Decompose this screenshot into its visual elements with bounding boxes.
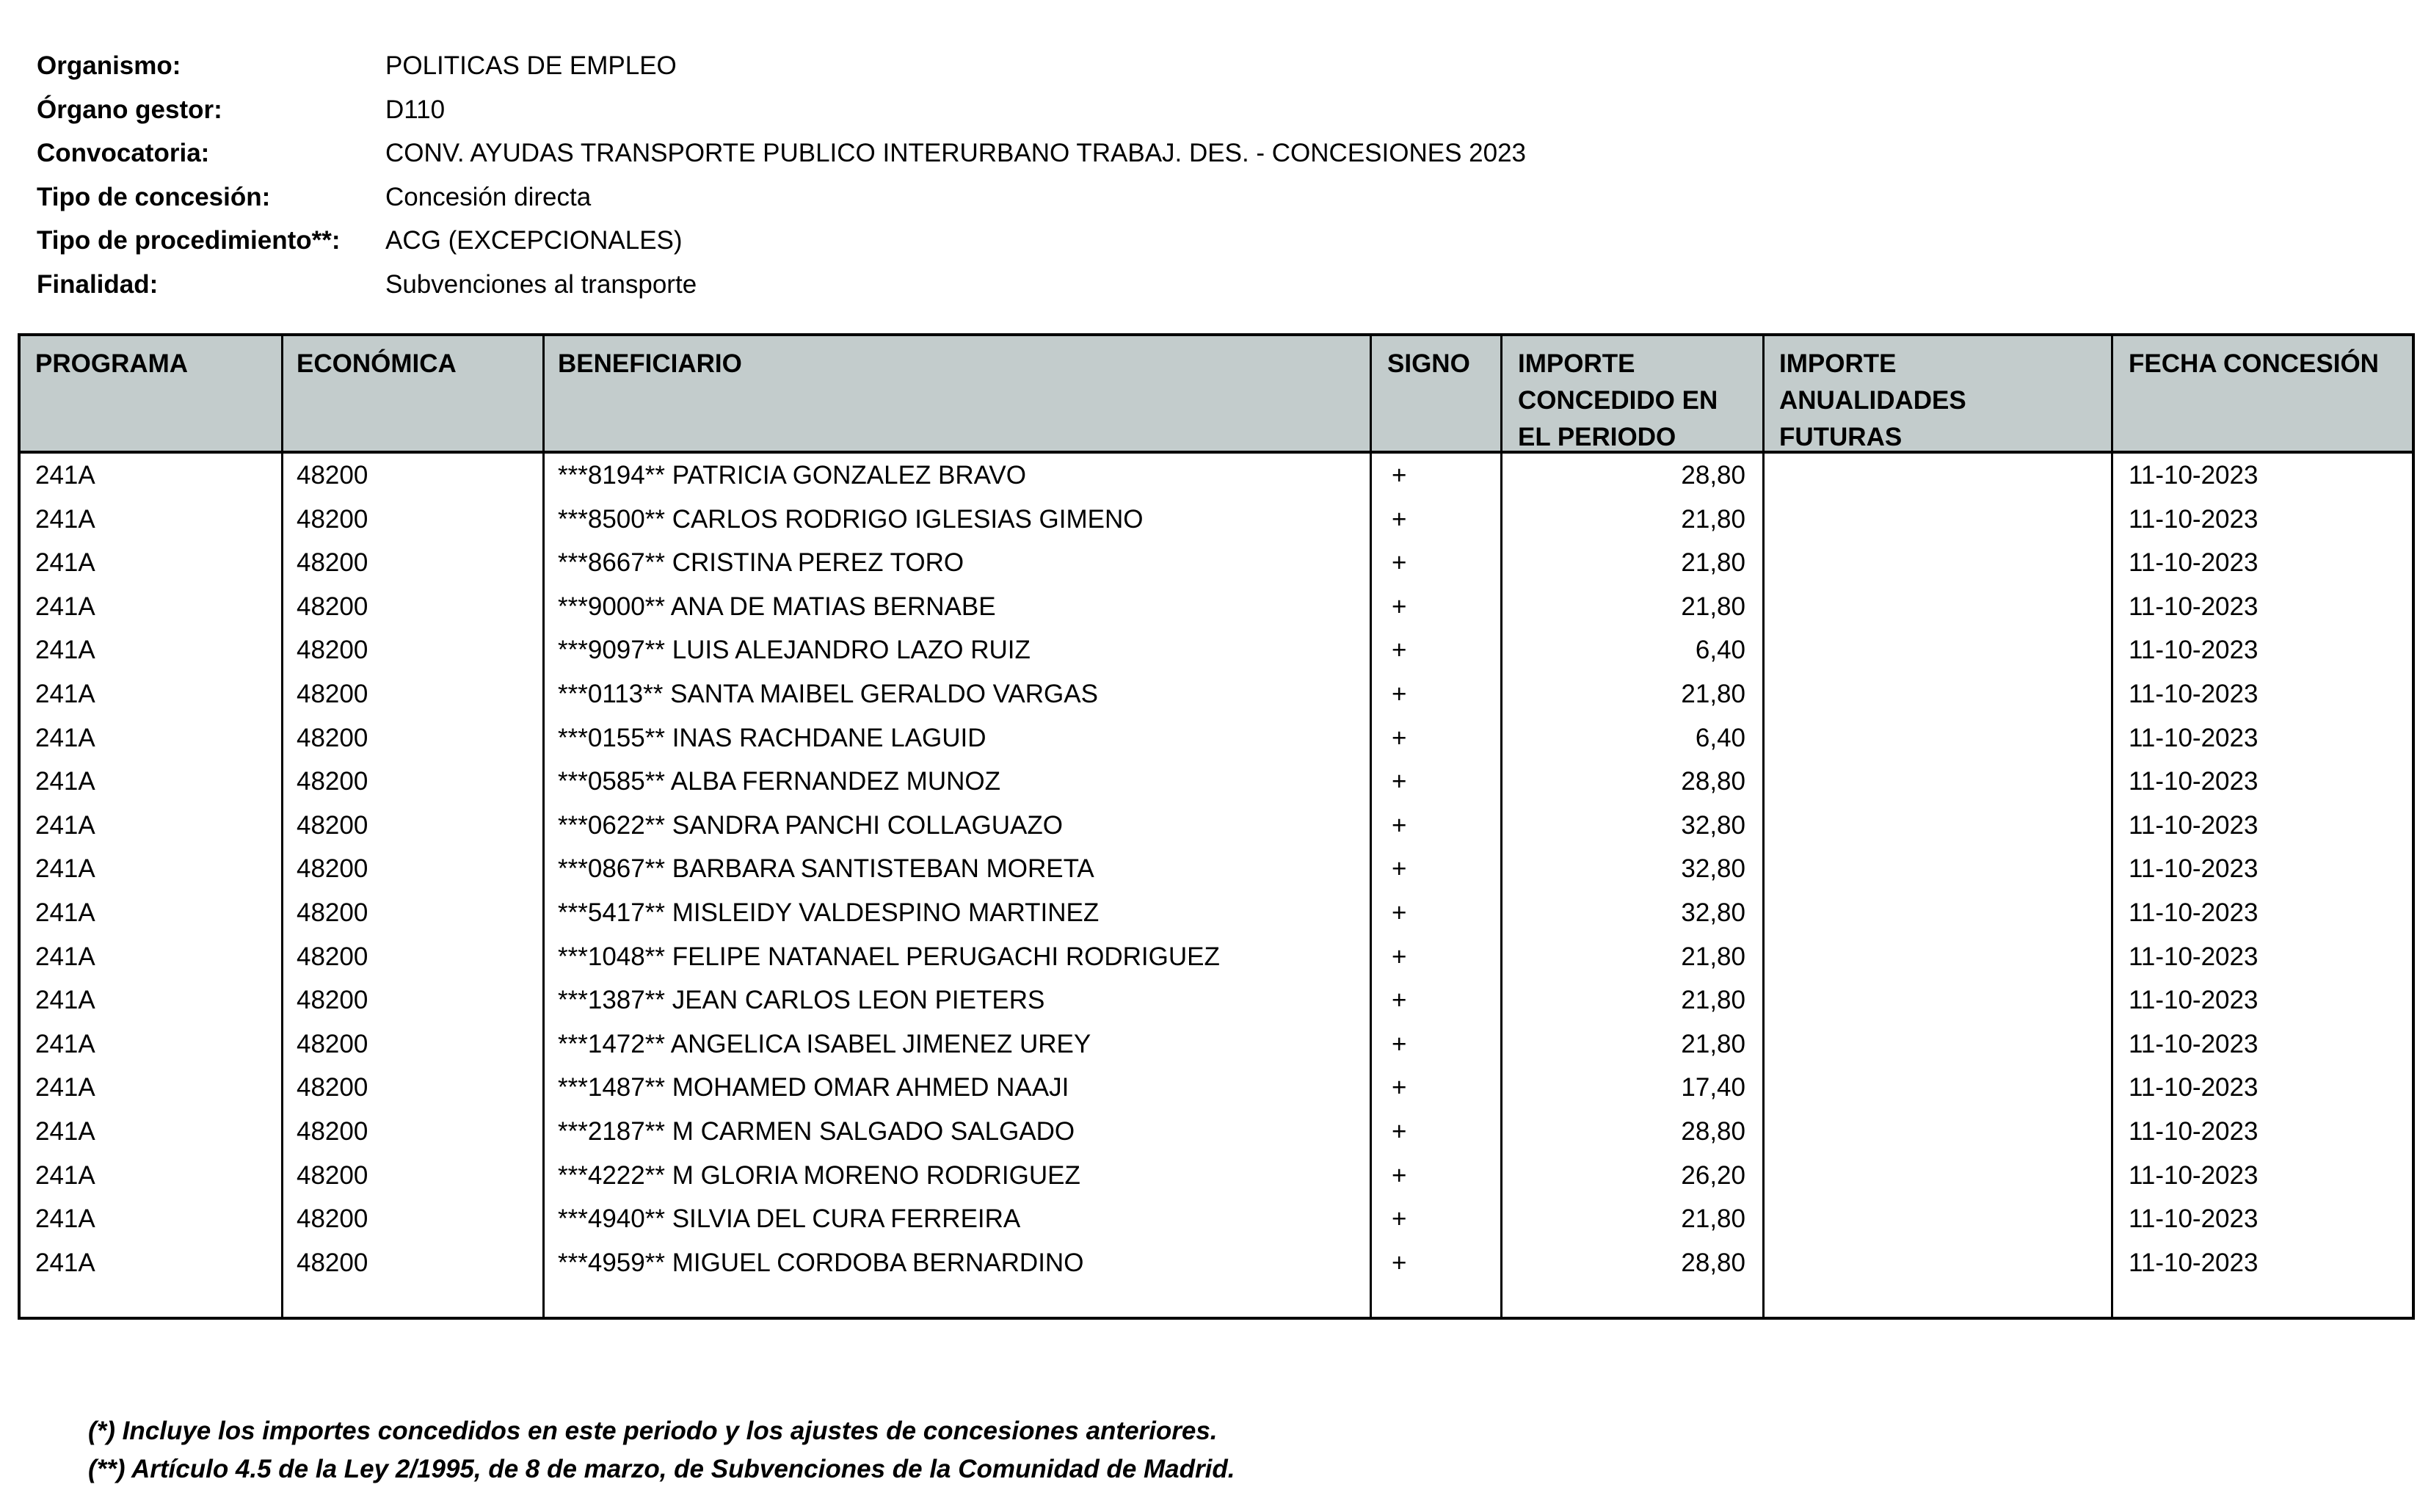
meta-label: Tipo de procedimiento**: [37, 226, 341, 255]
header-futuras-line3: FUTURAS [1779, 423, 1903, 451]
table-row [21, 1022, 2412, 1066]
cell-signo: + [1392, 1073, 1407, 1102]
table-row [21, 1241, 2412, 1285]
cell-importe: 28,80 [1681, 1248, 1745, 1277]
cell-fecha: 11-10-2023 [2129, 898, 2259, 927]
cell-beneficiario: ***9000** ANA DE MATIAS BERNABE [558, 592, 996, 621]
cell-programa: 241A [35, 504, 95, 534]
cell-programa: 241A [35, 548, 95, 578]
cell-economica: 48200 [297, 679, 368, 708]
table-body [21, 454, 2412, 1284]
cell-beneficiario: ***1487** MOHAMED OMAR AHMED NAAJI [558, 1073, 1069, 1102]
table-row [21, 760, 2412, 804]
cell-fecha: 11-10-2023 [2129, 942, 2259, 971]
cell-programa: 241A [35, 942, 95, 971]
cell-importe: 17,40 [1681, 1073, 1745, 1102]
cell-signo: + [1392, 723, 1407, 752]
cell-beneficiario: ***9097** LUIS ALEJANDRO LAZO RUIZ [558, 636, 1031, 665]
cell-signo: + [1392, 767, 1407, 796]
cell-programa: 241A [35, 461, 95, 490]
cell-signo: + [1392, 1248, 1407, 1277]
meta-row [37, 44, 1526, 88]
cell-beneficiario: ***0155** INAS RACHDANE LAGUID [558, 723, 986, 752]
cell-signo: + [1392, 986, 1407, 1015]
table-row [21, 891, 2412, 935]
cell-economica: 48200 [297, 942, 368, 971]
cell-fecha: 11-10-2023 [2129, 592, 2259, 621]
cell-programa: 241A [35, 810, 95, 840]
table-row [21, 454, 2412, 498]
table-row [21, 498, 2412, 542]
meta-label: Órgano gestor: [37, 95, 222, 124]
cell-fecha: 11-10-2023 [2129, 636, 2259, 665]
cell-signo: + [1392, 854, 1407, 884]
cell-importe: 21,80 [1681, 592, 1745, 621]
cell-signo: + [1392, 810, 1407, 840]
table-row [21, 716, 2412, 760]
cell-fecha: 11-10-2023 [2129, 810, 2259, 840]
table-row [21, 1066, 2412, 1110]
header-importe-concedido [1518, 346, 1718, 456]
cell-importe: 28,80 [1681, 767, 1745, 796]
header-futuras-line1: IMPORTE [1779, 349, 1897, 378]
cell-importe: 21,80 [1681, 1029, 1745, 1058]
cell-programa: 241A [35, 1160, 95, 1190]
cell-fecha: 11-10-2023 [2129, 1160, 2259, 1190]
cell-beneficiario: ***0622** SANDRA PANCHI COLLAGUAZO [558, 810, 1063, 840]
header-programa: PROGRAMA [35, 349, 189, 378]
cell-economica: 48200 [297, 810, 368, 840]
cell-economica: 48200 [297, 1116, 368, 1146]
cell-economica: 48200 [297, 1204, 368, 1234]
cell-beneficiario: ***0867** BARBARA SANTISTEBAN MORETA [558, 854, 1094, 884]
cell-beneficiario: ***8500** CARLOS RODRIGO IGLESIAS GIMENO [558, 504, 1144, 534]
cell-programa: 241A [35, 636, 95, 665]
cell-signo: + [1392, 1116, 1407, 1146]
cell-economica: 48200 [297, 1248, 368, 1277]
table-row [21, 672, 2412, 716]
cell-signo: + [1392, 898, 1407, 927]
cell-economica: 48200 [297, 1029, 368, 1058]
cell-fecha: 11-10-2023 [2129, 548, 2259, 578]
cell-beneficiario: ***2187** M CARMEN SALGADO SALGADO [558, 1116, 1075, 1146]
cell-signo: + [1392, 461, 1407, 490]
table-row [21, 1154, 2412, 1198]
cell-beneficiario: ***5417** MISLEIDY VALDESPINO MARTINEZ [558, 898, 1100, 927]
meta-value: Subvenciones al transporte [385, 269, 697, 299]
cell-fecha: 11-10-2023 [2129, 1073, 2259, 1102]
cell-programa: 241A [35, 898, 95, 927]
cell-importe: 21,80 [1681, 942, 1745, 971]
header-economica: ECONÓMICA [297, 349, 457, 378]
table-row [21, 935, 2412, 979]
cell-beneficiario: ***1472** ANGELICA ISABEL JIMENEZ UREY [558, 1029, 1091, 1058]
cell-importe: 21,80 [1681, 548, 1745, 578]
header-signo: SIGNO [1387, 349, 1470, 378]
table-row [21, 1197, 2412, 1241]
cell-economica: 48200 [297, 986, 368, 1015]
cell-importe: 6,40 [1695, 723, 1745, 752]
meta-value: ACG (EXCEPCIONALES) [385, 226, 683, 255]
cell-signo: + [1392, 1204, 1407, 1234]
cell-signo: + [1392, 942, 1407, 971]
header-importe-line2: CONCEDIDO EN [1518, 386, 1718, 415]
table-row [21, 541, 2412, 585]
header-fecha: FECHA CONCESIÓN [2129, 349, 2379, 378]
cell-programa: 241A [35, 854, 95, 884]
cell-importe: 32,80 [1681, 854, 1745, 884]
cell-programa: 241A [35, 1073, 95, 1102]
meta-row [37, 219, 1526, 263]
meta-label: Organismo: [37, 51, 181, 80]
cell-economica: 48200 [297, 898, 368, 927]
cell-beneficiario: ***8194** PATRICIA GONZALEZ BRAVO [558, 461, 1026, 490]
cell-importe: 21,80 [1681, 1204, 1745, 1234]
table-row [21, 847, 2412, 891]
cell-programa: 241A [35, 1248, 95, 1277]
cell-fecha: 11-10-2023 [2129, 986, 2259, 1015]
meta-label: Tipo de concesión: [37, 182, 271, 211]
table-row [21, 585, 2412, 629]
meta-row [37, 88, 1526, 132]
cell-economica: 48200 [297, 592, 368, 621]
cell-programa: 241A [35, 1204, 95, 1234]
table-row [21, 978, 2412, 1022]
table-row [21, 804, 2412, 848]
cell-programa: 241A [35, 1029, 95, 1058]
document-metadata [37, 44, 1526, 306]
cell-economica: 48200 [297, 1160, 368, 1190]
cell-programa: 241A [35, 767, 95, 796]
cell-fecha: 11-10-2023 [2129, 504, 2259, 534]
meta-label: Convocatoria: [37, 139, 210, 167]
cell-fecha: 11-10-2023 [2129, 679, 2259, 708]
table-header [21, 336, 2412, 454]
table-row [21, 628, 2412, 672]
cell-economica: 48200 [297, 767, 368, 796]
cell-programa: 241A [35, 723, 95, 752]
cell-fecha: 11-10-2023 [2129, 1204, 2259, 1234]
cell-signo: + [1392, 679, 1407, 708]
cell-importe: 28,80 [1681, 1116, 1745, 1146]
meta-row [37, 131, 1526, 175]
cell-signo: + [1392, 1029, 1407, 1058]
cell-signo: + [1392, 548, 1407, 578]
cell-fecha: 11-10-2023 [2129, 723, 2259, 752]
cell-beneficiario: ***1048** FELIPE NATANAEL PERUGACHI RODRIGUEZ [558, 942, 1220, 971]
cell-fecha: 11-10-2023 [2129, 854, 2259, 884]
cell-beneficiario: ***0585** ALBA FERNANDEZ MUNOZ [558, 767, 1000, 796]
header-beneficiario: BENEFICIARIO [558, 349, 742, 378]
table-row [21, 1110, 2412, 1154]
cell-beneficiario: ***8667** CRISTINA PEREZ TORO [558, 548, 964, 578]
cell-signo: + [1392, 592, 1407, 621]
cell-beneficiario: ***0113** SANTA MAIBEL GERALDO VARGAS [558, 679, 1098, 708]
meta-value: CONV. AYUDAS TRANSPORTE PUBLICO INTERURBANO TRABAJ. DES. - CONCESIONES 2023 [385, 139, 1527, 167]
cell-fecha: 11-10-2023 [2129, 767, 2259, 796]
cell-economica: 48200 [297, 461, 368, 490]
cell-beneficiario: ***4959** MIGUEL CORDOBA BERNARDINO [558, 1248, 1084, 1277]
meta-row [37, 263, 1526, 307]
cell-programa: 241A [35, 679, 95, 708]
footnotes [88, 1412, 1235, 1489]
cell-beneficiario: ***1387** JEAN CARLOS LEON PIETERS [558, 986, 1045, 1015]
cell-economica: 48200 [297, 854, 368, 884]
footnote-2: (**) Artículo 4.5 de la Ley 2/1995, de 8 de marzo, de Subvenciones de la Comunidad de Madrid. [88, 1455, 1235, 1483]
header-importe-line3: EL PERIODO [1518, 423, 1676, 451]
meta-value: Concesión directa [385, 182, 592, 211]
cell-beneficiario: ***4940** SILVIA DEL CURA FERREIRA [558, 1204, 1021, 1234]
cell-programa: 241A [35, 986, 95, 1015]
concessions-table [18, 333, 2415, 1320]
cell-signo: + [1392, 504, 1407, 534]
header-importe-futuras [1779, 346, 1966, 456]
meta-label: Finalidad: [37, 269, 159, 299]
cell-importe: 21,80 [1681, 986, 1745, 1015]
cell-importe: 26,20 [1681, 1160, 1745, 1190]
cell-fecha: 11-10-2023 [2129, 1029, 2259, 1058]
cell-economica: 48200 [297, 1073, 368, 1102]
meta-value: POLITICAS DE EMPLEO [385, 51, 677, 80]
header-importe-line1: IMPORTE [1518, 349, 1635, 378]
cell-fecha: 11-10-2023 [2129, 1248, 2259, 1277]
cell-importe: 21,80 [1681, 504, 1745, 534]
cell-programa: 241A [35, 1116, 95, 1146]
cell-fecha: 11-10-2023 [2129, 1116, 2259, 1146]
cell-economica: 48200 [297, 504, 368, 534]
cell-economica: 48200 [297, 723, 368, 752]
header-futuras-line2: ANUALIDADES [1779, 386, 1966, 415]
cell-importe: 32,80 [1681, 810, 1745, 840]
cell-signo: + [1392, 1160, 1407, 1190]
cell-economica: 48200 [297, 548, 368, 578]
cell-beneficiario: ***4222** M GLORIA MORENO RODRIGUEZ [558, 1160, 1080, 1190]
cell-importe: 32,80 [1681, 898, 1745, 927]
meta-value: D110 [385, 95, 446, 124]
cell-importe: 6,40 [1695, 636, 1745, 665]
cell-importe: 21,80 [1681, 679, 1745, 708]
cell-fecha: 11-10-2023 [2129, 461, 2259, 490]
cell-importe: 28,80 [1681, 461, 1745, 490]
cell-programa: 241A [35, 592, 95, 621]
cell-economica: 48200 [297, 636, 368, 665]
meta-row [37, 175, 1526, 219]
footnote-1: (*) Incluye los importes concedidos en este periodo y los ajustes de concesiones anteriores. [88, 1417, 1218, 1445]
cell-signo: + [1392, 636, 1407, 665]
